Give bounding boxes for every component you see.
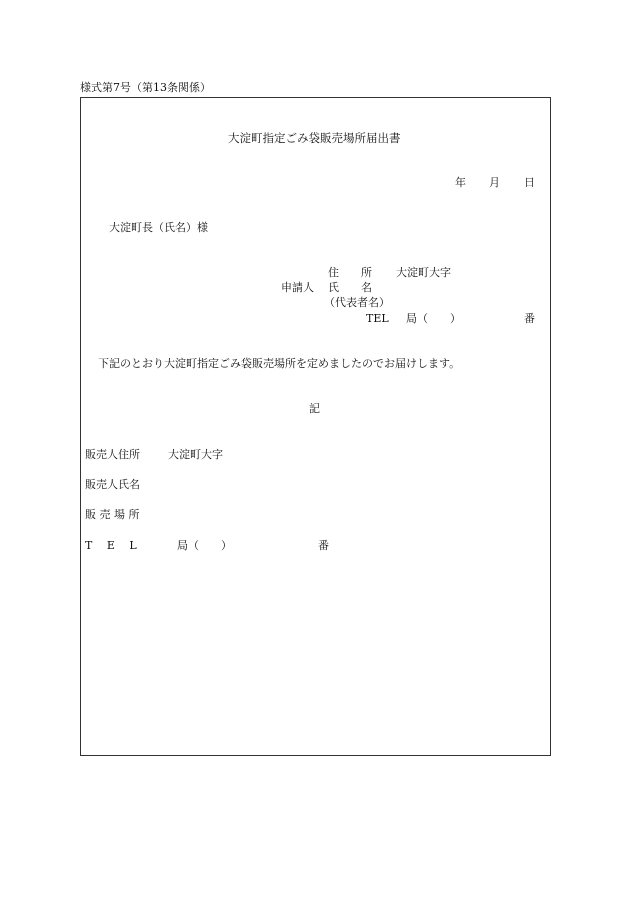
- form-number: 様式第7号（第13条関係）: [80, 81, 211, 94]
- form-title: 大淀町指定ごみ袋販売場所届出書: [228, 131, 401, 145]
- seller-address-value: 大淀町大字: [168, 448, 223, 461]
- date-day: 日: [524, 176, 535, 189]
- applicant-tel-exchange: 局（ ）: [406, 312, 461, 325]
- ki-heading: 記: [309, 402, 320, 415]
- applicant-address-value: 大淀町大字: [396, 266, 451, 279]
- seller-address-label: 販売人住所: [85, 448, 140, 461]
- applicant-tel-label: TEL: [366, 312, 389, 325]
- statement: 下記のとおり大淀町指定ごみ袋販売場所を定めましたのでお届けします。: [98, 357, 461, 370]
- detail-tel-number: 番: [318, 539, 329, 552]
- date-year: 年: [455, 176, 466, 189]
- detail-tel-label: T E L: [85, 539, 137, 552]
- date-month: 月: [489, 176, 500, 189]
- addressee: 大淀町長（氏名）様: [109, 221, 208, 234]
- applicant-address-label: 住 所: [328, 266, 372, 279]
- applicant-label: 申請人: [281, 281, 314, 294]
- applicant-representative-label: （代表者名）: [324, 296, 390, 309]
- sales-place-label: 販 売 場 所: [85, 508, 140, 521]
- detail-tel-exchange: 局（ ）: [177, 539, 232, 552]
- applicant-name-label: 氏 名: [328, 281, 372, 294]
- applicant-tel-number: 番: [524, 312, 535, 325]
- form-frame: [80, 97, 551, 756]
- seller-name-label: 販売人氏名: [85, 478, 140, 491]
